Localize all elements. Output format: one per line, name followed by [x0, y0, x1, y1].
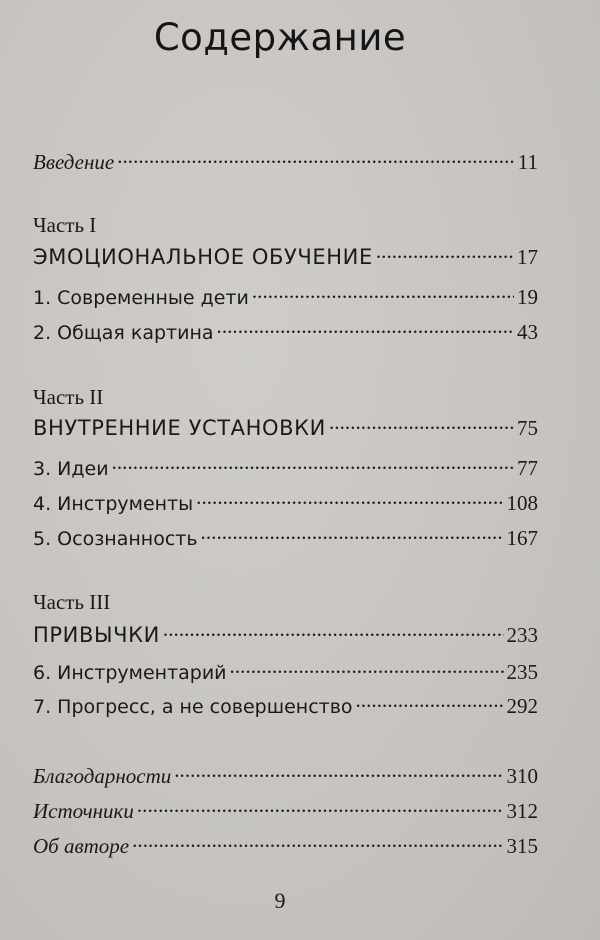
toc-entry-part2-heading: [33, 414, 538, 442]
toc-entry-label: 4. Инструменты: [33, 493, 194, 515]
toc-entry-label: 3. Идеи: [33, 458, 109, 480]
dot-leader: [132, 832, 503, 853]
dot-leader: [174, 762, 503, 783]
toc-entry-label: 2. Общая картина: [33, 322, 214, 344]
toc-entry-intro: [33, 148, 538, 176]
dot-leader: [137, 797, 504, 818]
toc-page-number: 11: [517, 150, 538, 174]
toc-entry-label: Благодарности: [33, 764, 172, 788]
toc-entry-label: Введение: [33, 150, 115, 174]
toc-page-number: 43: [517, 320, 538, 344]
dot-leader: [230, 658, 504, 679]
part-label-1: Часть I: [33, 213, 97, 237]
toc-entry-chapter-4: [33, 489, 538, 517]
toc-page-number: 312: [506, 799, 538, 823]
part-label-2: Часть II: [33, 385, 104, 409]
toc-page-number: 19: [517, 285, 538, 309]
toc-entry-part1-heading: [33, 243, 538, 271]
toc-entry-chapter-3: [33, 454, 538, 482]
toc-page-number: 75: [517, 416, 538, 440]
toc-page-number: 17: [517, 245, 538, 269]
toc-entry-chapter-6: [33, 658, 538, 686]
toc-entry-sources: [33, 797, 538, 825]
toc-entry-chapter-1: [33, 283, 538, 311]
toc-page-number: 235: [506, 660, 538, 684]
toc-page-number: 292: [506, 694, 538, 718]
toc-entry-label: ЭМОЦИОНАЛЬНОЕ ОБУЧЕНИЕ: [33, 245, 373, 269]
dot-leader: [163, 621, 504, 642]
toc-entry-label: 5. Осознанность: [33, 528, 198, 550]
dot-leader: [217, 318, 514, 339]
toc-page-number: 315: [506, 834, 538, 858]
dot-leader: [356, 692, 504, 713]
dot-leader: [117, 148, 515, 169]
toc-entry-label: ПРИВЫЧКИ: [33, 623, 160, 647]
toc-entry-about-author: [33, 832, 538, 860]
toc-entry-part3-heading: [33, 621, 538, 649]
toc-page-number: 77: [517, 456, 538, 480]
toc-entry-label: Об авторе: [33, 834, 130, 858]
page-number: 9: [274, 888, 286, 913]
dot-leader: [196, 489, 503, 510]
dot-leader: [112, 454, 514, 475]
toc-entry-label: 7. Прогресс, а не совершенство: [33, 696, 353, 718]
toc-page-number: 108: [506, 491, 538, 515]
dot-leader: [376, 243, 514, 264]
page-title: Содержание: [153, 16, 407, 59]
toc-entry-label: ВНУТРЕННИЕ УСТАНОВКИ: [33, 416, 326, 440]
toc-page-number: 167: [506, 526, 538, 550]
toc-page-number: 310: [506, 764, 538, 788]
dot-leader: [252, 283, 514, 304]
part-label-3: Часть III: [33, 590, 111, 614]
toc-entry-label: 1. Современные дети: [33, 287, 249, 309]
toc-page-number: 233: [506, 623, 538, 647]
toc-entry-label: Источники: [33, 799, 134, 823]
toc-entry-label: 6. Инструментарий: [33, 662, 227, 684]
toc-entry-chapter-7: [33, 692, 538, 720]
toc-entry-acknowledgements: [33, 762, 538, 790]
dot-leader: [329, 414, 514, 435]
dot-leader: [201, 524, 504, 545]
toc-entry-chapter-2: [33, 318, 538, 346]
toc-entry-chapter-5: [33, 524, 538, 552]
